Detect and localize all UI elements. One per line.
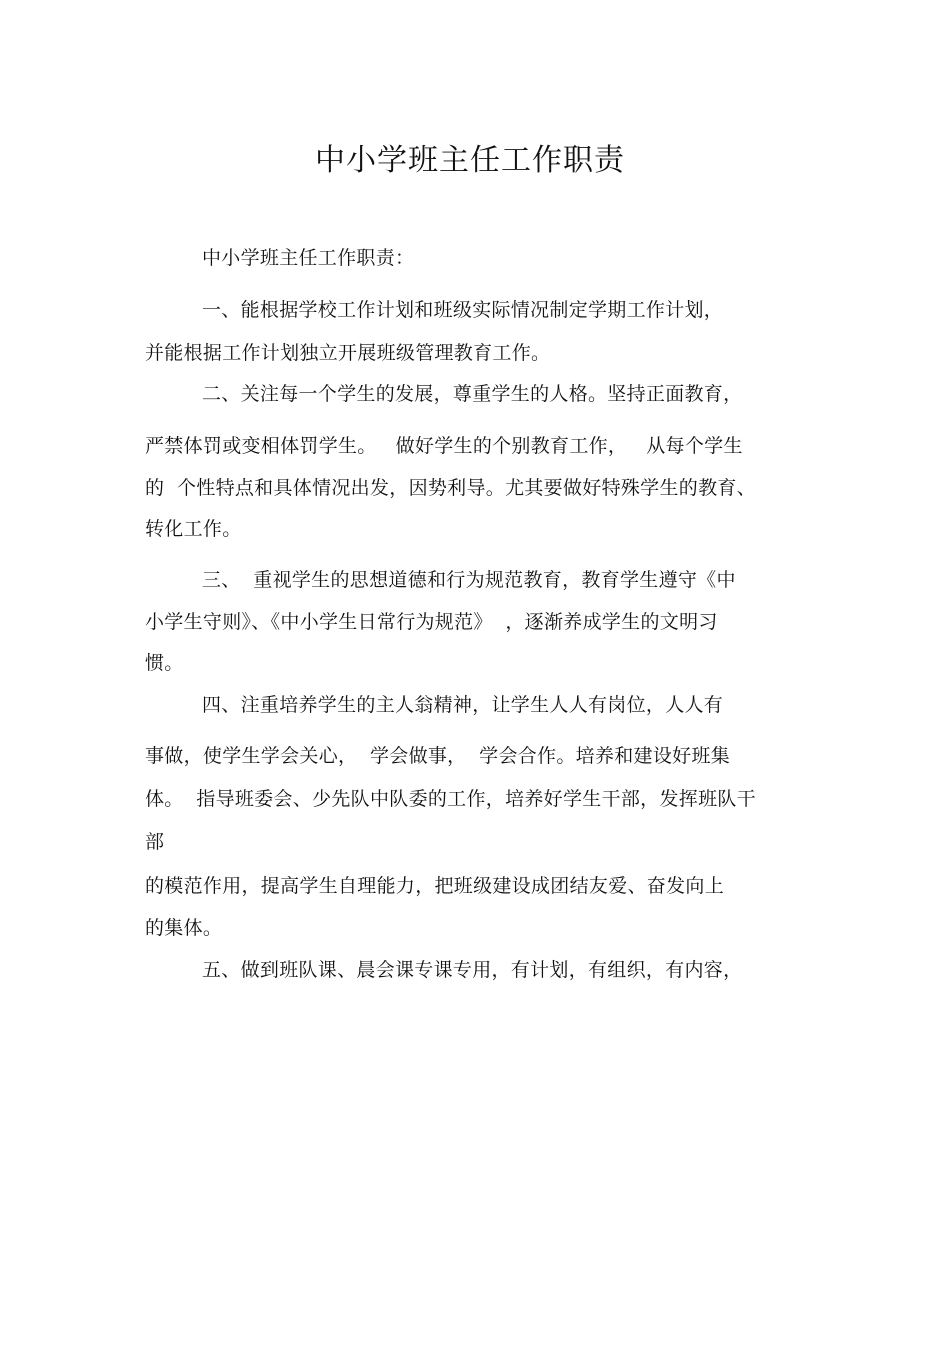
text-line: 中小学班主任工作职责： — [202, 247, 415, 269]
text-line: 的集体。 — [145, 917, 223, 939]
text-line: 严禁体罚或变相体罚学生。 做好学生的个别教育工作， 从每个学生 — [145, 435, 743, 457]
text-line: 的模范作用，提高学生自理能力，把班级建设成团结友爱、奋发向上 — [145, 875, 725, 897]
text-line: 部 — [145, 831, 165, 853]
text-line: 转化工作。 — [145, 518, 242, 540]
text-line: 三、 重视学生的思想道德和行为规范教育，教育学生遵守《中 — [202, 569, 736, 591]
text-line: 小学生守则》、《中小学生日常行为规范》 ，逐渐养成学生的文明习 — [145, 611, 718, 633]
text-line: 体。 指导班委会、少先队中队委的工作，培养好学生干部，发挥班队干 — [145, 788, 756, 810]
text-line: 四、注重培养学生的主人翁精神，让学生人人有岗位，人人有 — [202, 694, 724, 716]
document-title: 中小学班主任工作职责 — [315, 143, 625, 178]
text-line: 的 个性特点和具体情况出发，因势利导。尤其要做好特殊学生的教育、 — [145, 477, 756, 499]
text-line: 一、能根据学校工作计划和班级实际情况制定学期工作计划， — [202, 299, 724, 321]
text-line: 五、做到班队课、晨会课专课专用，有计划，有组织，有内容， — [202, 959, 743, 981]
text-line: 二、关注每一个学生的发展，尊重学生的人格。坚持正面教育， — [202, 383, 743, 405]
text-line: 并能根据工作计划独立开展班级管理教育工作。 — [145, 342, 551, 364]
text-line: 惯。 — [145, 652, 184, 674]
text-line: 事做，使学生学会关心， 学会做事， 学会合作。培养和建设好班集 — [145, 745, 731, 767]
